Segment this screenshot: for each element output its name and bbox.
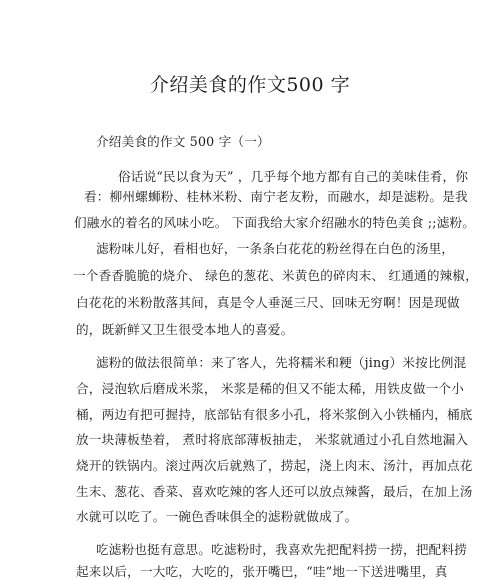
- paragraph-line: 吃滤粉也挺有意思。吃滤粉时，我喜欢先把配料捞一捞，把配料捞: [96, 542, 468, 557]
- paragraph-line: 生末、葱花、香菜、喜欢吃辣的客人还可以放点辣酱，最后，在加上汤: [76, 484, 473, 499]
- document-title: 介绍美食的作文500 字: [149, 74, 351, 96]
- paragraph-line: 桶，两边有把可握持，底部钻有很多小孔，将米浆倒入小铁桶内，桶底: [76, 407, 473, 422]
- paragraph-line: 放一块薄板垫着， 煮时将底部薄板抽走， 米浆就通过小孔自然地漏入: [76, 432, 469, 447]
- section-subtitle: 介绍美食的作文 500 字（一）: [96, 134, 270, 149]
- paragraph-line: 滤粉味儿好，看相也好，一条条白花花的粉丝得在白色的汤里，: [96, 241, 455, 256]
- paragraph-line: 水就可以吃了。一碗色香味俱全的滤粉就做成了。: [76, 509, 358, 524]
- paragraph-line: 滤粉的做法很简单：来了客人，先将糯米和粳（jing）米按比例混: [96, 355, 467, 370]
- paragraph-line: 俗话说“民以食为天” ，几乎每个地方都有自己的美味佳肴，你: [118, 169, 469, 184]
- paragraph-line: 合，浸泡软后磨成米浆， 米浆是稀的但又不能太稀，用铁皮做一个小: [76, 381, 465, 396]
- paragraph-line: 烧开的铁锅内。滚过两次后就熟了，捞起，浇上肉末、汤汁，再加点花: [76, 458, 473, 473]
- paragraph-line: 白花花的米粉散落其间，真是令人垂涎三尺、回味无穷啊！因是现做: [76, 295, 460, 310]
- paragraph-line: 们融水的着名的风味小吃。 下面我给大家介绍融水的特色美食 ;;滤粉。: [74, 215, 476, 230]
- paragraph-line: 的，既新鲜又卫生很受本地人的喜爱。: [76, 322, 294, 337]
- paragraph-line: 看：柳州螺蛳粉、桂林米粉、南宁老友粉，而融水，却是滤粉。是我: [84, 189, 468, 204]
- paragraph-line: 一个香香脆脆的烧介、 绿色的葱花、米黄色的碎肉末、 红通通的辣椒，: [73, 268, 479, 283]
- paragraph-line: 起来以后，一大吃，大吃的，张开嘴巴，“哇”地一下送进嘴里，真: [76, 564, 448, 579]
